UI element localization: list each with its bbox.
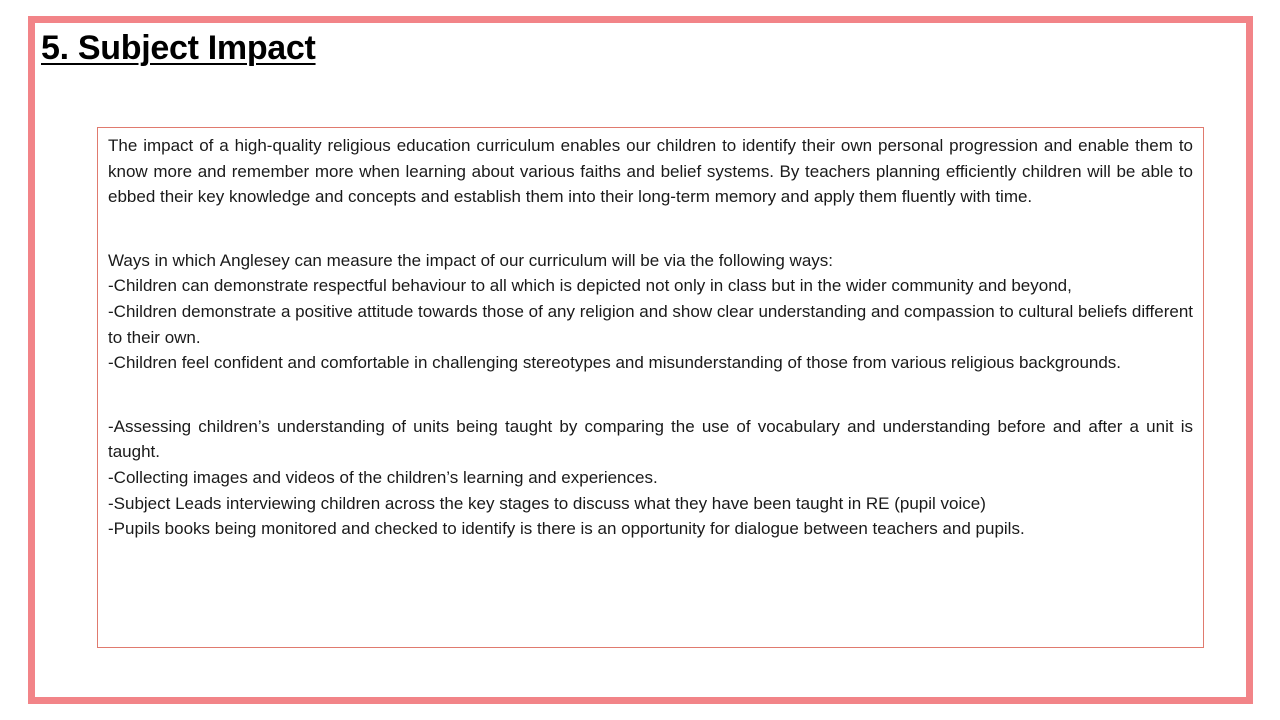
page-title: 5. Subject Impact	[41, 29, 316, 67]
intro-paragraph: The impact of a high-quality religious education curriculum enables our children to identify their own personal progression and enable them to know more and remember more when learning about various faiths and belief systems. By teachers planning efficiently children will be able to ebbed their key knowledge and concepts and establish them into their long-term memory and apply them fluently with time.	[108, 136, 1193, 207]
paragraph-spacer	[108, 210, 1193, 248]
methods-list-item: -Assessing children’s understanding of units being taught by comparing the use of vocabulary and understanding before and after a unit is taught.	[108, 416, 1193, 462]
ways-list-item: -Children feel confident and comfortable in challenging stereotypes and misunderstanding of those from various religious backgrounds.	[108, 353, 1122, 373]
ways-list-item: -Children demonstrate a positive attitude towards those of any religion and show clear understanding and compassion to cultural beliefs different to their own.	[108, 301, 1193, 347]
impact-text-box	[97, 127, 1204, 648]
methods-list-item: -Collecting images and videos of the children’s learning and experiences.	[108, 467, 658, 487]
ways-heading: Ways in which Anglesey can measure the impact of our curriculum will be via the following ways:	[108, 250, 834, 270]
methods-list-item: -Subject Leads interviewing children across the key stages to discuss what they have been taught in RE (pupil voice)	[108, 493, 986, 513]
paragraph-spacer	[108, 376, 1193, 414]
methods-list-item: -Pupils books being monitored and checked to identify is there is an opportunity for dialogue between teachers and pupils.	[108, 519, 1025, 539]
ways-list-item: -Children can demonstrate respectful behaviour to all which is depicted not only in class but in the wider community and beyond,	[108, 276, 1072, 296]
